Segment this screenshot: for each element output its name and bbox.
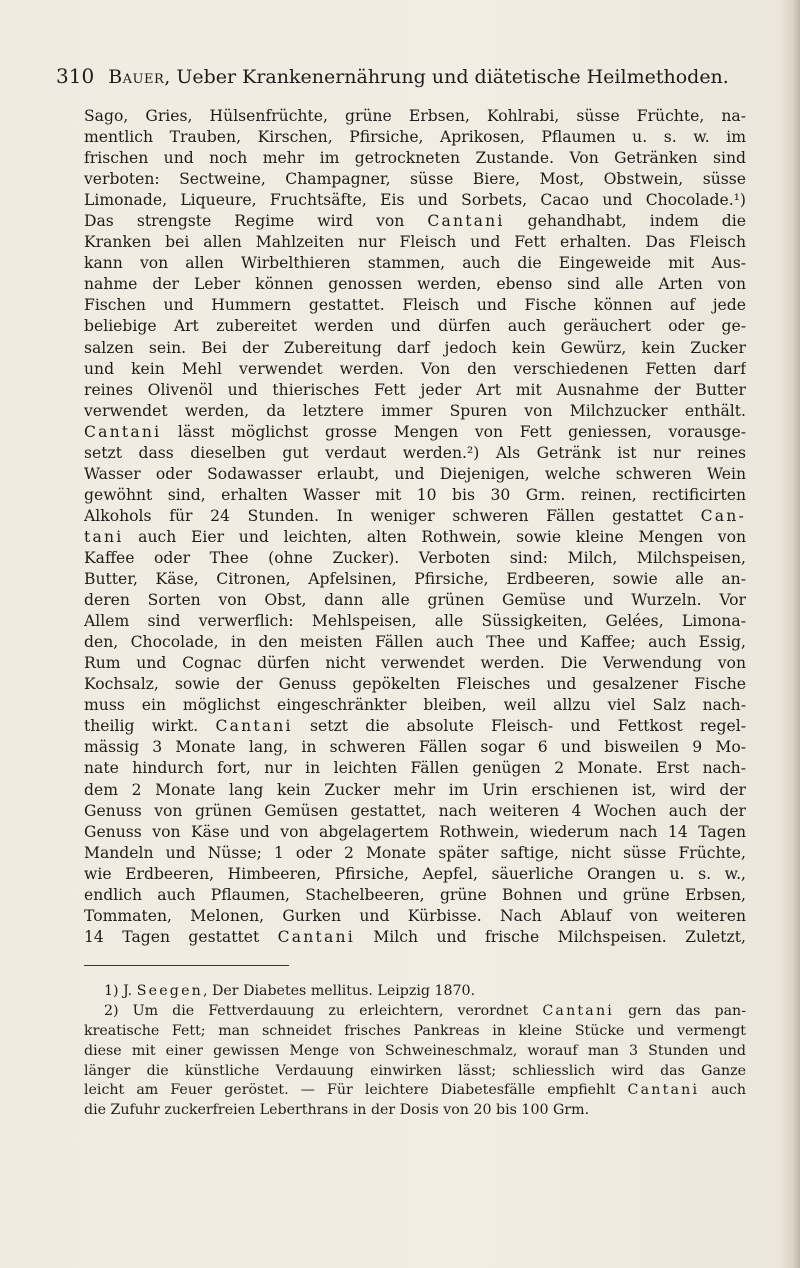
text-run: Kochsalz, sowie der Genuss gepökelten Fleisches und gesalzener Fische [84, 675, 746, 694]
body-line [84, 590, 746, 611]
text-run: auch Eier und leichten, alten Rothwein, sowie kleine Mengen von [123, 527, 746, 546]
spaced-name: Can- [700, 506, 746, 525]
text-run: Sago, Gries, Hülsenfrüchte, grüne Erbsen, Kohlrabi, süsse Früchte, na- [84, 107, 746, 125]
body-line [84, 569, 746, 590]
body-line [84, 316, 746, 337]
body-line [84, 527, 746, 548]
body-line [84, 653, 746, 674]
body-line [84, 127, 746, 148]
text-run: 2) Um die Fettverdauung zu erleichtern, verordnet [104, 1002, 543, 1019]
text-run: reines Olivenöl und thierisches Fett jeder Art mit Ausnahme der Butter [84, 380, 746, 399]
footnote-line [84, 1062, 746, 1082]
footnote-line [84, 1002, 746, 1022]
body-line [84, 611, 746, 632]
body-line [84, 232, 746, 253]
body-line [84, 485, 746, 506]
text-run: gern das pan- [614, 1002, 746, 1019]
spaced-name: Cantani [277, 927, 355, 946]
body-line [84, 758, 746, 779]
running-header [56, 62, 756, 92]
spaced-name: Cantani [627, 1082, 700, 1099]
spaced-name: Cantani [215, 717, 293, 736]
text-run: Allem sind verwerflich: Mehlspeisen, alle Süssigkeiten, Gelées, Limona- [84, 612, 746, 631]
text-run: Fischen und Hummern gestattet. Fleisch und Fische können auf jede [84, 296, 746, 315]
text-run: diese mit einer gewissen Menge von Schweineschmalz, worauf man 3 Stunden und [84, 1042, 746, 1059]
body-line [84, 359, 746, 380]
text-run: gewöhnt sind, erhalten Wasser mit 10 bis 30 Grm. reinen, rectificirten [84, 485, 746, 504]
text-run: theilig wirkt. [84, 717, 216, 736]
text-run: verwendet werden, da letztere immer Spuren von Milchzucker enthält. [84, 401, 746, 420]
body-line [84, 464, 746, 485]
text-run: die Zufuhr zuckerfreien Leberthrans in der Dosis von 20 bis 100 Grm. [84, 1102, 590, 1119]
text-run: Rum und Cognac dürfen nicht verwendet werden. Die Verwendung von [84, 654, 746, 673]
spaced-name: Cantani [542, 1002, 615, 1019]
footnote-line [84, 982, 746, 1002]
text-run: Alkohols für 24 Stunden. In weniger schweren Fällen gestattet [84, 506, 701, 525]
text-run: verboten: Sectweine, Champagner, süsse Biere, Most, Obstwein, süsse [84, 170, 746, 189]
page-number: 310 [56, 64, 95, 88]
text-run: Mandeln und Nüsse; 1 oder 2 Monate später saftige, nicht süsse Früchte, [84, 843, 746, 862]
body-line [84, 801, 746, 822]
body-line [84, 401, 746, 422]
text-run: lässt möglichst grosse Mengen von Fett geniessen, vorausge- [161, 422, 746, 441]
spaced-name: Cantani [84, 422, 162, 441]
body-line [84, 716, 746, 737]
text-run: setzt dass dieselben gut verdaut werden.²) Als Getränk ist nur reines [84, 443, 746, 462]
body-line [84, 443, 746, 464]
text-run: Das strengste Regime wird von [84, 212, 428, 231]
text-run: kann von allen Wirbelthieren stammen, auch die Eingeweide mit Aus- [84, 254, 746, 273]
text-run: Milch und frische Milchspeisen. Zuletzt, [354, 927, 746, 946]
body-line [84, 695, 746, 716]
text-run: Wasser oder Sodawasser erlaubt, und Diejenigen, welche schweren Wein [84, 464, 746, 483]
body-line [84, 906, 746, 927]
text-run: Genuss von Käse und von abgelagertem Rothwein, wiederum nach 14 Tagen [84, 822, 746, 841]
body-line [84, 380, 746, 401]
text-run: 14 Tagen gestattet [84, 927, 278, 946]
body-line [84, 885, 746, 906]
body-line [84, 295, 746, 316]
text-run: frischen und noch mehr im getrockneten Zustande. Von Getränken sind [84, 149, 746, 168]
text-run: und kein Mehl verwendet werden. Von den verschiedenen Fetten darf [84, 359, 746, 378]
body-line [84, 422, 746, 443]
text-run: endlich auch Pflaumen, Stachelbeeren, grüne Bohnen und grüne Erbsen, [84, 885, 746, 904]
text-run: Kaffee oder Thee (ohne Zucker). Verboten sind: Milch, Milchspeisen, [84, 548, 746, 567]
spaced-name: Seegen [136, 983, 204, 999]
spaced-name: Cantani [427, 212, 505, 231]
page-edge-shadow [782, 0, 800, 1268]
footnote-rule [84, 965, 289, 966]
text-run: nate hindurch fort, nur in leichten Fällen genügen 2 Monate. Erst nach- [84, 759, 746, 778]
footnote-line [84, 1081, 746, 1101]
body-line [84, 674, 746, 695]
text-run: 1) J. [104, 983, 137, 999]
text-run: setzt die absolute Fleisch- und Fettkost regel- [292, 717, 746, 736]
text-run: Kranken bei allen Mahlzeiten nur Fleisch und Fett erhalten. Das Fleisch [84, 233, 746, 252]
body-line [84, 843, 746, 864]
text-run: kreatische Fett; man schneidet frisches Pankreas in kleine Stücke und vermengt [84, 1022, 746, 1039]
text-run: Tommaten, Melonen, Gurken und Kürbisse. Nach Ablauf von weiteren [84, 906, 746, 925]
text-run: gehandhabt, indem die [504, 212, 746, 231]
text-run: wie Erdbeeren, Himbeeren, Pfirsiche, Aepfel, säuerliche Orangen u. s. w., [84, 864, 746, 883]
body-line [84, 780, 746, 801]
body-line [84, 190, 746, 211]
footnotes [84, 982, 746, 1121]
text-run: dem 2 Monate lang kein Zucker mehr im Urin erschienen ist, wird der [84, 780, 746, 799]
body-line [84, 737, 746, 758]
body-line [84, 338, 746, 359]
body-line [84, 506, 746, 527]
text-run: deren Sorten von Obst, dann alle grünen Gemüse und Wurzeln. Vor [84, 591, 746, 610]
body-line [84, 864, 746, 885]
body-line [84, 211, 746, 232]
text-run: nahme der Leber können genossen werden, ebenso sind alle Arten von [84, 275, 746, 294]
text-run: , Der Diabetes mellitus. Leipzig 1870. [203, 983, 476, 999]
footnote-line [84, 1042, 746, 1062]
header-author: Bauer [108, 66, 165, 88]
body-line [84, 927, 746, 948]
text-run: Butter, Käse, Citronen, Apfelsinen, Pfirsiche, Erdbeeren, sowie alle an- [84, 570, 746, 589]
text-run: den, Chocolade, in den meisten Fällen auch Thee und Kaffee; auch Essig, [84, 633, 746, 652]
text-run: salzen sein. Bei der Zubereitung darf jedoch kein Gewürz, kein Zucker [84, 338, 746, 357]
body-line [84, 148, 746, 169]
body-line [84, 106, 746, 127]
header-title: , Ueber Krankenernährung und diätetische Heilmethoden. [164, 66, 729, 88]
footnote-line [84, 1022, 746, 1042]
text-run: muss ein möglichst eingeschränkter bleiben, weil allzu viel Salz nach- [84, 696, 746, 715]
body-line [84, 548, 746, 569]
footnote-line [84, 1101, 746, 1121]
text-run: Genuss von grünen Gemüsen gestattet, nach weiteren 4 Wochen auch der [84, 801, 746, 820]
body-text [84, 106, 746, 948]
text-run: länger die künstliche Verdauung einwirken lässt; schliesslich wird das Ganze [84, 1062, 746, 1079]
text-run: leicht am Feuer geröstet. — Für leichtere Diabetesfälle empfiehlt [84, 1082, 628, 1099]
body-line [84, 169, 746, 190]
text-run: beliebige Art zubereitet werden und dürfen auch geräuchert oder ge- [84, 317, 746, 336]
text-run: mässig 3 Monate lang, in schweren Fällen sogar 6 und bisweilen 9 Mo- [84, 738, 746, 757]
body-line [84, 632, 746, 653]
text-run: Limonade, Liqueure, Fruchtsäfte, Eis und Sorbets, Cacao und Chocolade.¹) [84, 191, 746, 210]
spaced-name: tani [84, 527, 124, 546]
text-run: mentlich Trauben, Kirschen, Pfirsiche, Aprikosen, Pflaumen u. s. w. im [84, 128, 746, 147]
body-line [84, 822, 746, 843]
body-line [84, 253, 746, 274]
body-line [84, 274, 746, 295]
text-run: auch [699, 1082, 746, 1099]
